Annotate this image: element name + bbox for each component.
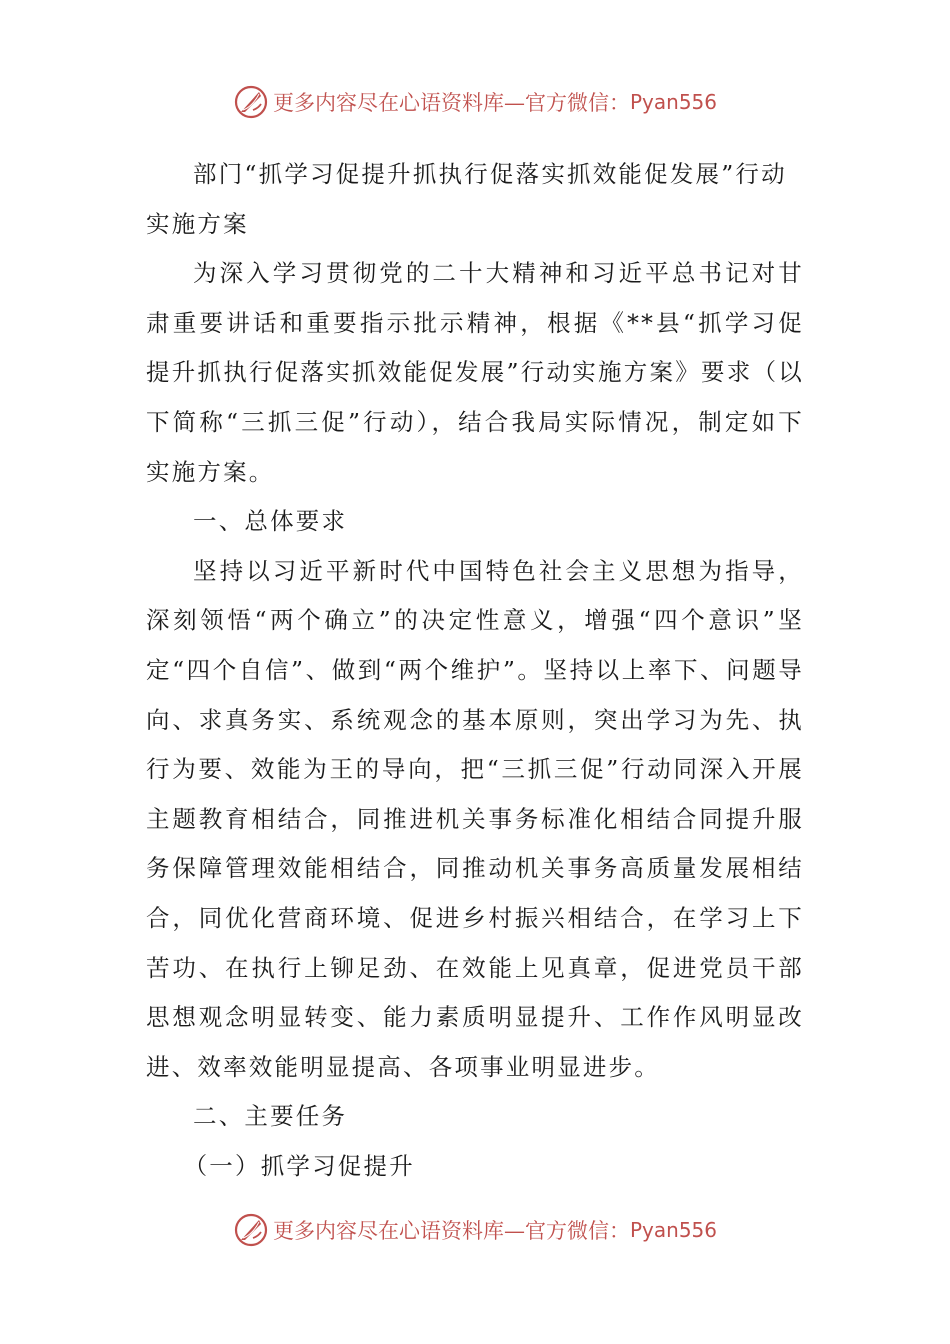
subsection-heading-study: （一）抓学习促提升 [183, 1151, 415, 1180]
section-heading-main-tasks: 二、主要任务 [193, 1102, 348, 1131]
document-body [146, 150, 804, 1191]
banner-slogan: 更多内容尽在心语资料库—官方微信： [272, 91, 630, 115]
header-banner [0, 80, 950, 124]
quill-logo-icon [233, 1212, 269, 1248]
quill-logo-icon [233, 84, 269, 120]
intro-paragraph: 为深入学习贯彻党的二十大精神和习近平总书记对甘肃重要讲话和重要指示批示精神，根据《**县“抓学习促提升抓执行促落实抓效能促发展”行动实施方案》要求（以下简称“三抓三促”行动），结合我局实际情况，制定如下实施方案。 [146, 259, 804, 486]
footer-banner [0, 1208, 950, 1252]
document-title: 部门“抓学习促提升抓执行促落实抓效能促发展”行动实施方案 [146, 160, 787, 238]
general-requirements-paragraph: 坚持以习近平新时代中国特色社会主义思想为指导，深刻领悟“两个确立”的决定性意义，增强“四个意识”坚定“四个自信”、做到“两个维护”。坚持以上率下、问题导向、求真务实、系统观念的基本原则，突出学习为先、执行为要、效能为王的导向，把“三抓三促”行动同深入开展主题教育相结合，同推进机关事务标准化相结合同提升服务保障管理效能相结合，同推动机关事务高质量发展相结合，同优化营商环境、促进乡村振兴相结合，在学习上下苦功、在执行上铆足劲、在效能上见真章，促进党员干部思想观念明显转变、能力素质明显提升、工作作风明显改进、效率效能明显提高、各项事业明显进步。 [146, 556, 804, 1081]
banner-slogan: 更多内容尽在心语资料库—官方微信： [272, 1219, 630, 1243]
banner-wechat-id: Pyan556 [629, 1218, 717, 1242]
banner-wechat-id: Pyan556 [629, 90, 717, 114]
section-heading-general-requirements: 一、总体要求 [193, 507, 348, 536]
